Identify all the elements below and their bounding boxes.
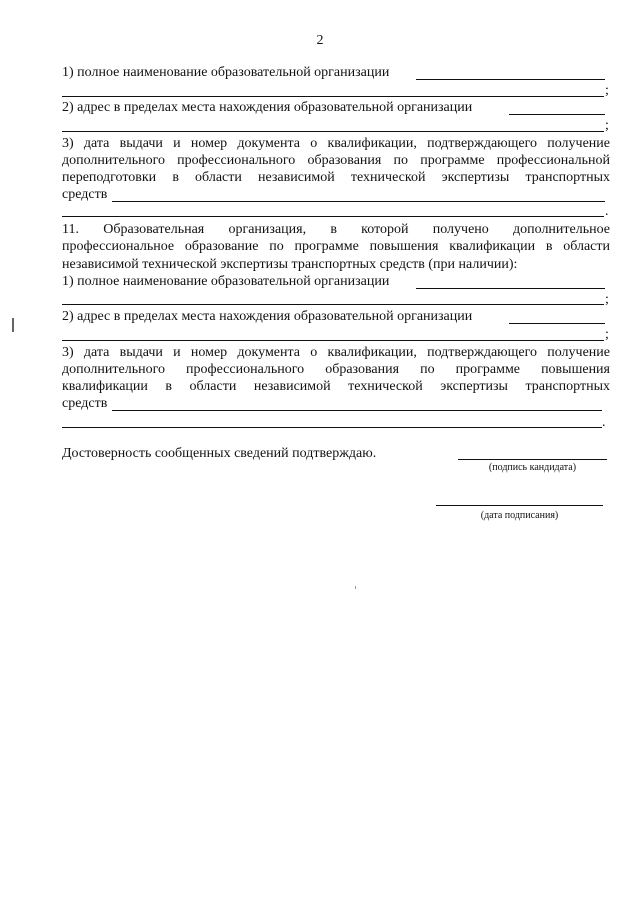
s11-org-name-field[interactable] — [416, 288, 605, 289]
s11-doc-info-field[interactable] — [112, 410, 602, 411]
s11-item3-line3: квалификации в области независимой технической экспертизы транспортных — [62, 379, 610, 394]
s11-org-address-field[interactable] — [509, 323, 605, 324]
signing-date-field[interactable] — [436, 505, 603, 506]
section11-line3: независимой технической экспертизы транспортных средств (при наличии): — [62, 257, 518, 272]
scan-speck — [355, 586, 356, 589]
item3-line1: 3) дата выдачи и номер документа о квалификации, подтверждающего получение — [62, 136, 610, 151]
semicolon: ; — [605, 292, 609, 307]
s11-org-address-field-cont[interactable] — [62, 340, 604, 341]
semicolon: ; — [605, 327, 609, 342]
scan-edge-mark — [12, 318, 14, 332]
org-name-field[interactable] — [416, 79, 605, 80]
confirmation-statement: Достоверность сообщенных сведений подтверждаю. — [62, 446, 377, 461]
period: . — [605, 204, 609, 219]
s11-doc-info-field-cont[interactable] — [62, 427, 602, 428]
item3-line4: средств — [62, 187, 108, 202]
semicolon: ; — [605, 118, 609, 133]
s11-item2-label: 2) адрес в пределах места нахождения образовательной организации — [62, 309, 473, 324]
s11-item3-line1: 3) дата выдачи и номер документа о квалификации, подтверждающего получение — [62, 345, 610, 360]
signature-field[interactable] — [458, 459, 607, 460]
item3-line3: переподготовки в области независимой технической экспертизы транспортных — [62, 170, 610, 185]
s11-item3-line2: дополнительного профессионального образования по программе повышения — [62, 362, 610, 377]
s11-org-name-field-cont[interactable] — [62, 304, 604, 305]
semicolon: ; — [605, 83, 609, 98]
item1-label: 1) полное наименование образовательной организации — [62, 65, 390, 80]
signature-caption: (подпись кандидата) — [488, 462, 577, 473]
item3-line2: дополнительного профессионального образования по программе профессиональной — [62, 153, 610, 168]
date-caption: (дата подписания) — [480, 510, 559, 521]
s11-item3-line4: средств — [62, 396, 108, 411]
section11-line2: профессиональное образование по программе повышения квалификации в области — [62, 239, 610, 254]
item2-label: 2) адрес в пределах места нахождения образовательной организации — [62, 100, 473, 115]
s11-item1-label: 1) полное наименование образовательной организации — [62, 274, 390, 289]
page-number: 2 — [316, 33, 324, 48]
doc-info-field[interactable] — [112, 201, 605, 202]
period: . — [602, 415, 606, 430]
section11-line1: 11. Образовательная организация, в которой получено дополнительное — [62, 222, 610, 237]
org-address-field-cont[interactable] — [62, 131, 604, 132]
doc-info-field-cont[interactable] — [62, 216, 604, 217]
org-address-field[interactable] — [509, 114, 605, 115]
org-name-field-cont[interactable] — [62, 96, 604, 97]
